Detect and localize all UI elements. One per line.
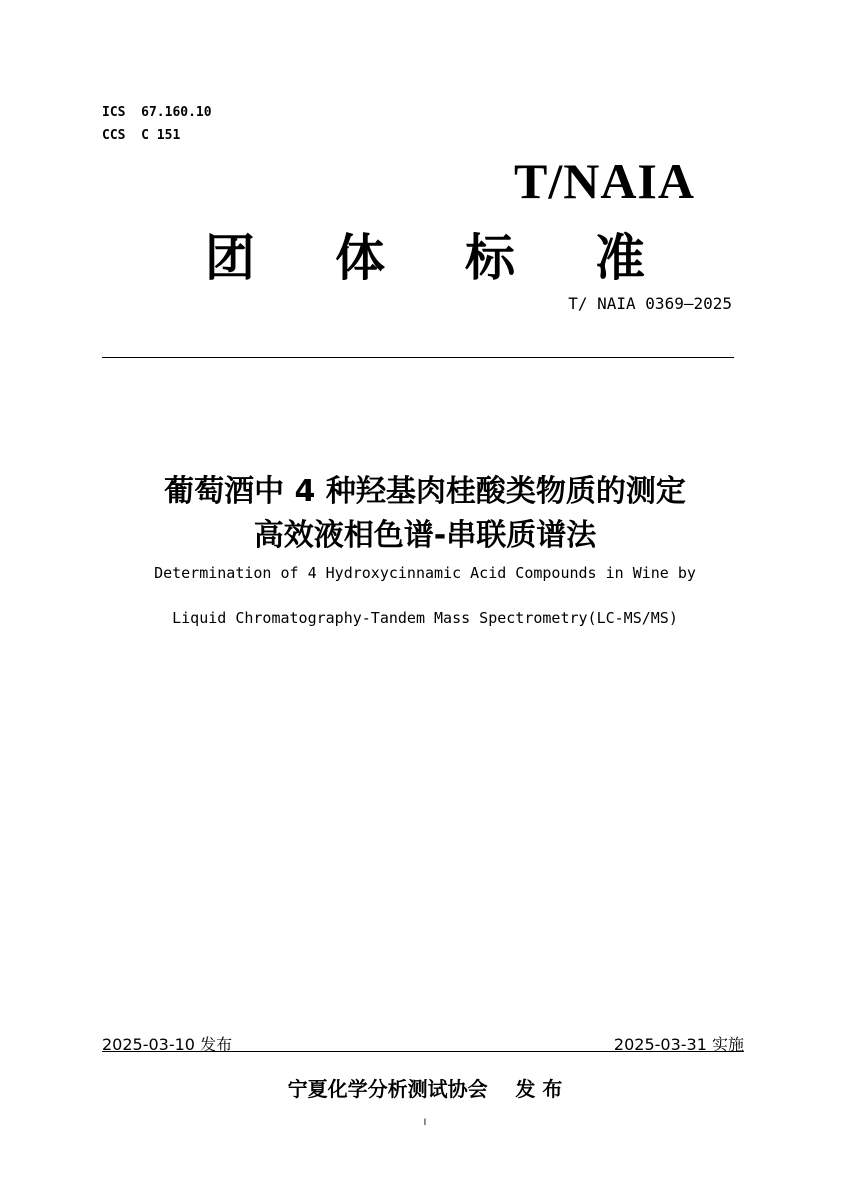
- organization-code: T/NAIA: [513, 153, 695, 209]
- standard-type-char: 标: [465, 229, 515, 287]
- ics-code: ICS 67.160.10: [102, 105, 212, 120]
- standard-type-char: 团: [205, 229, 255, 287]
- footer-divider: [102, 1051, 744, 1052]
- standard-type-char: 准: [595, 229, 645, 287]
- page-number: I: [423, 1118, 427, 1128]
- issuing-organization: 宁夏化学分析测试协会 发 布: [287, 1077, 563, 1101]
- publish-date: 2025-03-10 发布: [102, 1035, 233, 1054]
- header-divider: [102, 357, 734, 358]
- title-chinese-line-2: 高效液相色谱-串联质谱法: [253, 518, 597, 553]
- title-english-line-2: Liquid Chromatography-Tandem Mass Spectrometry(LC-MS/MS): [172, 609, 678, 627]
- title-english-line-1: Determination of 4 Hydroxycinnamic Acid Compounds in Wine by: [154, 564, 696, 582]
- standard-type-heading: [205, 218, 645, 290]
- standard-type-char: 体: [335, 229, 385, 287]
- standard-number: T/ NAIA 0369—2025: [568, 294, 732, 313]
- implementation-date: 2025-03-31 实施: [613, 1035, 744, 1054]
- title-chinese-line-1: 葡萄酒中 4 种羟基肉桂酸类物质的测定: [164, 474, 686, 509]
- ccs-code: CCS C 151: [102, 128, 181, 143]
